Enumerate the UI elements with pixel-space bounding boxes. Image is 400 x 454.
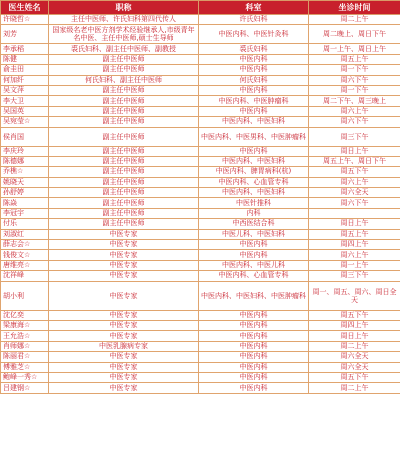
doctor-dept: 中医内科 [199,352,309,362]
doctor-time: 周五上午、周日下午 [309,156,400,166]
doctor-title: 国家级名老中医方剂学术经验继承人,市级青年名中医、主任中医师,硕士生导师 [49,25,199,44]
doctor-time: 周六全天 [309,352,400,362]
doctor-name: 沈亿奕 [1,310,49,320]
doctor-name: 刘淑红 [1,229,49,239]
doctor-dept: 中医内科、中医妇科 [199,156,309,166]
doctor-name: 姚晓天 [1,177,49,187]
doctor-dept: 中医内科 [199,310,309,320]
doctor-title: 副主任中医师 [49,146,199,156]
doctor-title: 副主任中医师 [49,96,199,106]
header-name: 医生姓名 [1,1,49,15]
table-row [1,219,400,229]
doctor-dept: 裘氏妇科 [199,44,309,54]
doctor-dept: 中医内科 [199,383,309,393]
doctor-name: 李庆玲 [1,146,49,156]
doctor-name: 陈健 [1,54,49,64]
doctor-title: 副主任中医师 [49,106,199,116]
table-row [1,341,400,351]
table-row [1,44,400,54]
doctor-dept: 内科 [199,208,309,218]
doctor-title: 副主任中医师 [49,167,199,177]
doctor-name: 鲍峰一秀☆ [1,372,49,382]
doctor-dept: 中医内科、中医妇科 [199,188,309,198]
doctor-time: 周二上午 [309,383,400,393]
doctor-time: 周三下午 [309,127,400,146]
doctor-time: 周四上午 [309,320,400,330]
table-row [1,372,400,382]
doctor-time: 周日上午 [309,219,400,229]
doctor-dept: 中医内科 [199,65,309,75]
doctor-name: 胡小利 [1,281,49,310]
table-row [1,281,400,310]
doctor-dept: 中医内科 [199,320,309,330]
table-row [1,310,400,320]
doctor-name: 陈丽君☆ [1,352,49,362]
table-row [1,96,400,106]
table-row [1,65,400,75]
doctor-name: 李承稻 [1,44,49,54]
doctor-name: 吴宛莹☆ [1,117,49,127]
table-row [1,167,400,177]
doctor-name: 沈祥峰 [1,271,49,281]
doctor-dept: 中医内科 [199,250,309,260]
table-row [1,188,400,198]
doctor-time: 周五上午 [309,54,400,64]
doctor-time: 周一上午、周日上午 [309,44,400,54]
doctor-dept: 中医针推科 [199,198,309,208]
doctor-dept: 中医儿科、中医妇科 [199,229,309,239]
doctor-name: 许晓哲☆ [1,15,49,25]
table-row [1,383,400,393]
doctor-dept: 中医内科 [199,146,309,156]
doctor-name: 梁康海☆ [1,320,49,330]
doctor-title: 中医专家 [49,352,199,362]
doctor-title: 副主任中医师 [49,117,199,127]
table-row [1,177,400,187]
header-dept: 科室 [199,1,309,15]
table-row [1,127,400,146]
table-row [1,271,400,281]
doctor-title: 中医专家 [49,362,199,372]
doctor-name: 何加纤 [1,75,49,85]
doctor-time: 周二晚上、周日下午 [309,25,400,44]
doctor-dept: 中医内科 [199,54,309,64]
doctor-name: 吴国英 [1,106,49,116]
table-row [1,54,400,64]
doctor-title: 副主任中医师 [49,65,199,75]
doctor-title: 副主任中医师 [49,54,199,64]
doctor-time: 周六上午 [309,177,400,187]
doctor-title: 中医专家 [49,250,199,260]
doctor-title: 副主任中医师 [49,85,199,95]
header-row [1,1,400,15]
doctor-time: 周六全天 [309,188,400,198]
table-row [1,362,400,372]
doctor-title: 副主任中医师 [49,208,199,218]
doctor-title: 中医专家 [49,372,199,382]
doctor-time: 周六全天 [309,362,400,372]
doctor-title: 中医专家 [49,320,199,330]
doctor-title: 裘氏妇科、副主任中医师、副教授 [49,44,199,54]
table-row [1,331,400,341]
doctor-title: 副主任中医师 [49,198,199,208]
doctor-time: 周三下午 [309,271,400,281]
table-row [1,250,400,260]
doctor-name: 李大卫 [1,96,49,106]
doctor-time: 周六上午 [309,106,400,116]
doctor-time: 周五下午 [309,372,400,382]
doctor-title: 何氏妇科、副主任中医师 [49,75,199,85]
doctor-dept: 中医内科 [199,106,309,116]
doctor-time: 周日上午 [309,146,400,156]
doctor-title: 副主任中医师 [49,156,199,166]
doctor-title: 中医专家 [49,383,199,393]
table-row [1,75,400,85]
table-row [1,240,400,250]
table-row [1,85,400,95]
doctor-title: 中医专家 [49,240,199,250]
doctor-title: 中医专家 [49,281,199,310]
table-row [1,106,400,116]
table-row [1,260,400,270]
doctor-name: 吴文萍 [1,85,49,95]
doctor-name: 俞圭田 [1,65,49,75]
doctor-title: 副主任中医师 [49,127,199,146]
doctor-title: 中医专家 [49,310,199,320]
doctor-dept: 中医内科、中医妇科、中医肿瘤科 [199,281,309,310]
doctor-name: 李冠宇 [1,208,49,218]
table-row [1,156,400,166]
doctor-name: 孙舒婷 [1,188,49,198]
doctor-dept: 中医内科、中医男科、中医肿瘤科 [199,127,309,146]
doctor-time: 周五下午 [309,167,400,177]
doctor-time: 周六下午 [309,117,400,127]
doctor-name: 王允浩☆ [1,331,49,341]
doctor-title: 主任中医师、许氏妇科第四代传人 [49,15,199,25]
doctor-dept: 中医内科、心血管专科 [199,177,309,187]
doctor-time: 周六下午 [309,75,400,85]
doctor-time: 周二上午 [309,15,400,25]
doctor-title: 副主任中医师 [49,188,199,198]
doctor-time: 周四上午 [309,240,400,250]
doctor-name: 薛志会☆ [1,240,49,250]
doctor-dept: 中医内科、中医针灸科 [199,25,309,44]
doctor-name: 唐维亮☆ [1,260,49,270]
doctor-dept: 中医内科、中医肿瘤科 [199,96,309,106]
doctor-time: 周五上午 [309,229,400,239]
doctor-dept: 中医内科 [199,240,309,250]
doctor-dept: 中医内科 [199,331,309,341]
doctor-dept: 中医内科 [199,341,309,351]
doctor-title: 中医专家 [49,331,199,341]
doctor-name: 肖师娜☆ [1,341,49,351]
header-title: 职称 [49,1,199,15]
doctor-time: 周一下午 [309,85,400,95]
doctor-title: 中医专家 [49,260,199,270]
doctor-dept: 中医内科、中医妇科 [199,117,309,127]
header-time: 坐诊时间 [309,1,400,15]
table-row [1,15,400,25]
doctor-name: 乔樵☆ [1,167,49,177]
doctor-title: 中医乳腺病专家 [49,341,199,351]
doctor-time: 周二上午 [309,341,400,351]
doctor-title: 副主任中医师 [49,177,199,187]
doctor-time: 周六上午 [309,250,400,260]
table-row [1,208,400,218]
doctor-title: 副主任中医师 [49,219,199,229]
doctor-time: 周六下午 [309,198,400,208]
doctor-time: 周一下午 [309,65,400,75]
doctor-name: 陈德娜 [1,156,49,166]
doctor-time: 周日上午 [309,331,400,341]
doctor-dept: 中医内科、脾胃病科(杭) [199,167,309,177]
doctor-dept: 中医内科 [199,362,309,372]
doctor-time: 周一、周五、周六、周日全天 [309,281,400,310]
doctor-title: 中医专家 [49,271,199,281]
doctor-time [309,208,400,218]
doctor-dept: 中医内科 [199,372,309,382]
table-row [1,352,400,362]
doctor-dept: 中医内科 [199,85,309,95]
doctor-name: 刘芳 [1,25,49,44]
doctor-name: 傅雅芝☆ [1,362,49,372]
doctor-name: 吕建钢☆ [1,383,49,393]
table-row [1,198,400,208]
doctor-dept: 许氏妇科 [199,15,309,25]
doctor-name: 侯肖国 [1,127,49,146]
doctor-time: 周二下午、周三晚上 [309,96,400,106]
doctor-dept: 何氏妇科 [199,75,309,85]
doctor-time: 周五下午 [309,310,400,320]
doctor-dept: 中医内科、中医儿科 [199,260,309,270]
doctor-dept: 中医内科、心血管专科 [199,271,309,281]
doctor-title: 中医专家 [49,229,199,239]
doctor-name: 付乐 [1,219,49,229]
table-row [1,320,400,330]
doctor-time: 周一上午 [309,260,400,270]
table-row [1,25,400,44]
doctor-dept: 中西医结合科 [199,219,309,229]
table-row [1,117,400,127]
table-row [1,229,400,239]
doctor-name: 钱俊文☆ [1,250,49,260]
doctor-name: 陈焱 [1,198,49,208]
table-row [1,146,400,156]
